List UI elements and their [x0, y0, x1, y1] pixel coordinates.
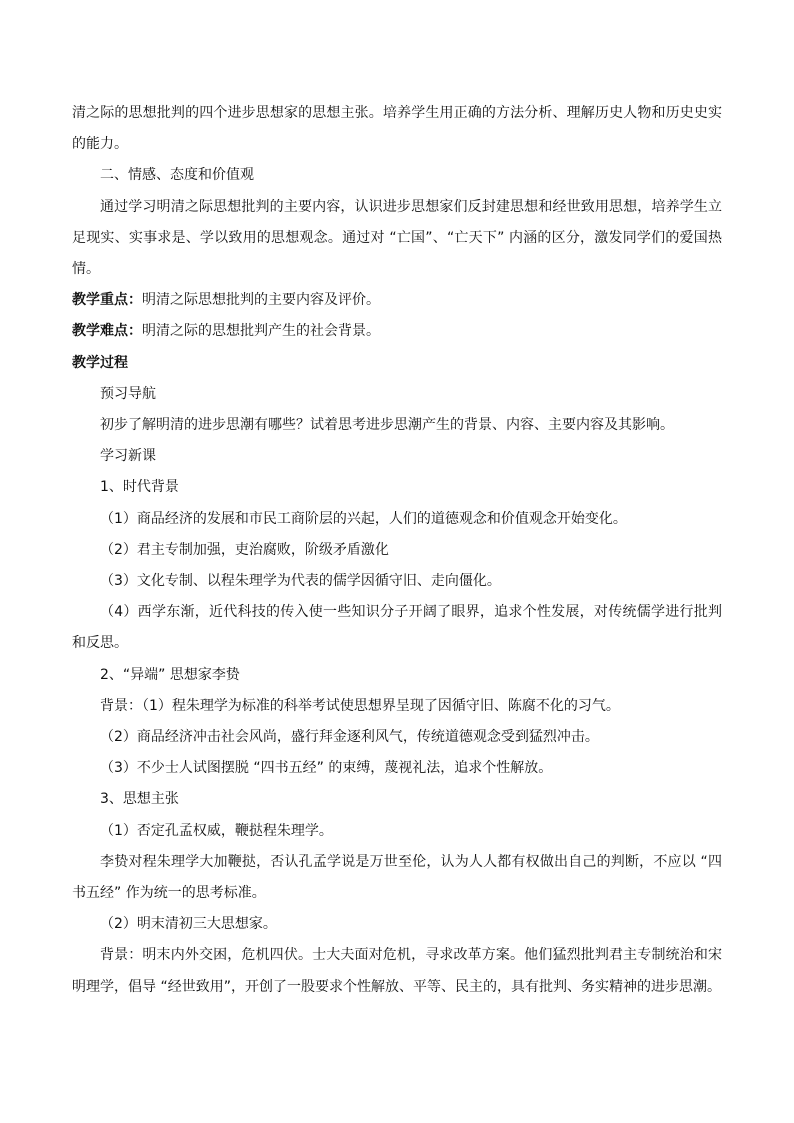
teaching-difficulty-text: 明清之际的思想批判产生的社会背景。	[142, 323, 380, 340]
paragraph-intro-continued: 清之际的思想批判的四个进步思想家的思想主张。培养学生用正确的方法分析、理解历史人物和历史史实的能力。	[72, 105, 722, 153]
paragraph-attitudes: 通过学习明清之际思想批判的主要内容，认识进步思想家们反封建思想和经世致用思想，培养学生立足现实、实事求是、学以致用的思想观念。通过对 “亡国”、“亡天下” 内涵的区分，激发同学们的爱国热情。	[72, 198, 722, 278]
document-body	[72, 98, 722, 1003]
era-background-item-1: （1）商品经济的发展和市民工商阶层的兴起，人们的道德观念和价值观念开始变化。	[100, 510, 627, 527]
era-background-heading: 1、时代背景	[100, 479, 179, 496]
era-background-item-2: （2）君主专制加强，吏治腐败，阶级矛盾激化	[100, 541, 389, 558]
ideas-item-1: （1）否定孔孟权威，鞭挞程朱理学。	[100, 822, 333, 839]
new-lesson-heading: 学习新课	[100, 448, 156, 465]
li-zhi-background-2: （2）商品经济冲击社会风尚，盛行拜金逐利风气，传统道德观念受到猛烈冲击。	[100, 729, 599, 746]
li-zhi-background-3: （3）不少士人试图摆脱 “四书五经” 的束缚，蔑视礼法，追求个性解放。	[100, 760, 553, 777]
teaching-difficulty	[72, 316, 722, 347]
teaching-focus-label: 教学重点：	[72, 292, 142, 309]
preview-guide-heading: 预习导航	[100, 385, 156, 402]
teaching-process-heading: 教学过程	[72, 354, 128, 371]
ideas-item-2: （2）明末清初三大思想家。	[100, 916, 277, 933]
li-zhi-background-1: 背景：（1）程朱理学为标准的科举考试使思想界呈现了因循守旧、陈腐不化的习气。	[100, 697, 620, 714]
era-background-item-3: （3）文化专制、以程朱理学为代表的儒学因循守旧、走向僵化。	[100, 573, 501, 590]
ideas-heading: 3、思想主张	[100, 791, 179, 808]
li-zhi-heading: 2、“异端” 思想家李贽	[100, 666, 240, 683]
teaching-focus-text: 明清之际思想批判的主要内容及评价。	[142, 292, 380, 309]
preview-guide-text: 初步了解明清的进步思潮有哪些？试着思考进步思潮产生的背景、内容、主要内容及其影响。	[100, 417, 674, 434]
teaching-focus	[72, 285, 722, 316]
teaching-difficulty-label: 教学难点：	[72, 323, 142, 340]
ideas-item-1-detail: 李贽对程朱理学大加鞭挞，否认孔孟学说是万世至伦，认为人人都有权做出自己的判断，不应以 “四书五经” 作为统一的思考标准。	[72, 853, 722, 902]
era-background-item-4: （4）西学东渐，近代科技的传入使一些知识分子开阔了眼界，追求个性发展，对传统儒学进行批判和反思。	[72, 604, 722, 652]
ideas-item-2-background: 背景：明末内外交困，危机四伏。士大夫面对危机，寻求改革方案。他们猛烈批判君主专制统治和宋明理学，倡导 “经世致用”，开创了一股要求个性解放、平等、民主的，具有批判、务实精神的进步思潮。	[72, 947, 722, 995]
section-heading-attitudes: 二、情感、态度和价值观	[100, 167, 254, 184]
